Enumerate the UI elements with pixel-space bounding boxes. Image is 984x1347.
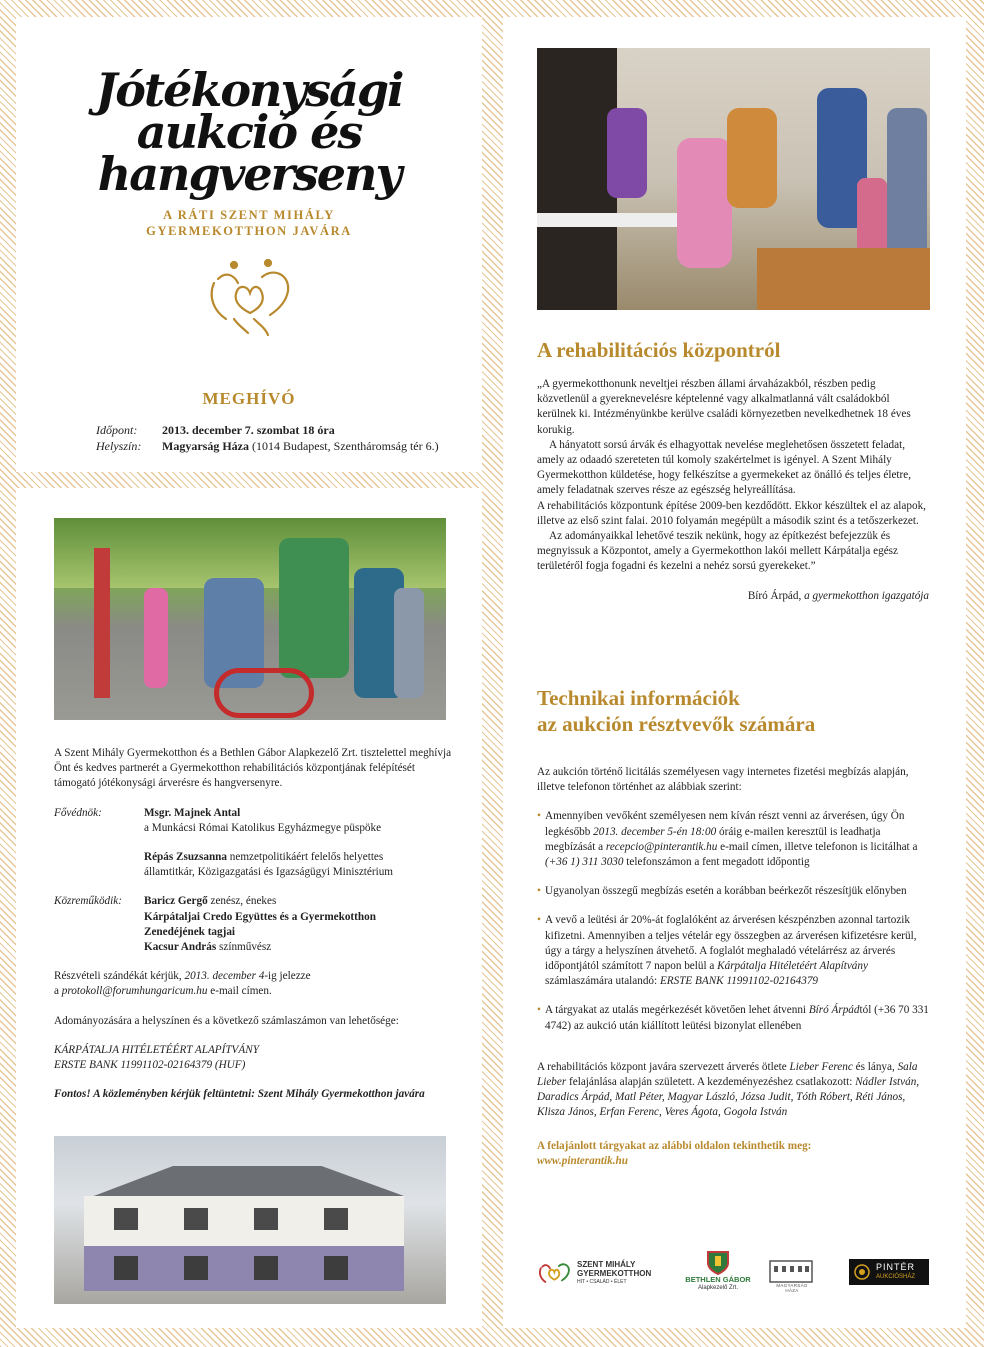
foundation-name: KÁRPÁTALJA HITÉLETÉÉRT ALAPÍTVÁNY (54, 1043, 259, 1056)
rehab-heading: A rehabilitációs központról (537, 338, 781, 362)
rehab-author: Bíró Árpád, a gyermekotthon igazgatója (747, 589, 929, 602)
rsvp-email-link[interactable]: protokoll@forumhungaricum.hu (61, 985, 208, 998)
patrons: Fővédnök: Msgr. Majnek Antal a Munkácsi Római Katolikus Egyházmegye püspöke Répás Zsuzsanna nemzetpolitikáért felelős helyettes államtitkár, Közigazgatási és Igazságügyi Minisztérium (54, 806, 394, 879)
page-title: Jótékonysági aukció és hangverseny (95, 63, 403, 201)
circle-emblem-icon (853, 1263, 871, 1281)
family-hearts-icon (537, 1255, 573, 1291)
subtitle: A RÁTI SZENT MIHÁLY GYERMEKOTTHON JAVÁRA (146, 208, 352, 238)
bank-account: ERSTE BANK 11991102-02164379 (HUF) (54, 1059, 246, 1072)
intro-text: A Szent Mihály Gyermekotthon és a Bethlen Gábor Alapkezelő Zrt. tisztelettel meghívja Önt és kedves partnerét a Gyermekotthon rehabilitációs központjának felépítését támogató jótékonysági árverésre és hangversenyre. (54, 747, 452, 790)
bullet-payment: • A vevő a leütési ár 20%-át foglalóként az árverésen készpénzben azonnal tartozik kifizetni. Amennyiben a teljes vételár egy összegben az árverésen kifizetésre kerül, úgy a tárgy a helyszínen átvehető. A foglalót meghaladó vételárrész az árverés időpontjától számított 7 napon belül a Kárpátalja Hitéletéért Alapítvány számlaszámára utalandó: ERSTE BANK 11991102-02164379 (537, 913, 929, 989)
rsvp-text: Részvételi szándékát kérjük, 2013. december 4-ig jelezze a protokoll@forumhungaricum.hu e-mail címen. (54, 970, 311, 998)
performers: Közreműködik: Baricz Gergő zenész, énekes Kárpátaljai Credo Együttes és a Gyermekotthon Zenedéjének tagjai Kacsur András színművész (54, 895, 376, 954)
left-panel (16, 488, 482, 1328)
bullet-proxy-bid: • Amennyiben vevőként személyesen nem kíván részt venni az árverésen, úgy Ön legkésőbb 2013. december 5-én 18:00 óráig e-mailen keresztül is leadhatja megbízását a recepcio@pinterantik.hu e-mail címen, illetve telefonon is licitálhat a (+36 1) 311 3030 telefonszámon a fent megadott időpontig (537, 809, 929, 870)
szent-mihaly-logo: SZENT MIHÁLY GYERMEKOTTHON HIT • CSALÁD • ÉLET (537, 1255, 652, 1295)
magyarsag-haza-logo: MAGYARSÁG HÁZA (769, 1257, 815, 1299)
tech-heading: Technikai információk az aukción résztvevők számára (537, 686, 816, 736)
shield-icon (707, 1251, 729, 1275)
children-outdoor-photo (54, 518, 446, 720)
pinter-aukcioshaz-logo: PINTÉR AUKCIÓSHÁZ (849, 1259, 929, 1285)
bethlen-gabor-logo: BETHLEN GÁBOR Alapkezelő Zrt. (683, 1251, 753, 1299)
bullet-priority: • Ugyanolyan összegű megbízás esetén a korábban beérkezőt részesítjük előnyben (537, 884, 929, 899)
offered-items: A felajánlott tárgyakat az alábbi oldalon tekinthetik meg: www.pinterantik.hu (537, 1139, 812, 1167)
idea-text: A rehabilitációs központ javára szervezett árverés ötlete Lieber Ferenc és lánya, Sala Lieber felajánlása alapján született. A kezdeményezéshez csatlakozott: Nádler István, Daradics Árpád, Matl Péter, Magyar László, Józsa Judit, Tóth Róbert, Réti János, Klisza János, Erfan Ferenc, Veres Ágota, Gogola István (537, 1060, 920, 1119)
important-note: Fontos! A közleményben kérjük feltüntetni: Szent Mihály Gyermekotthon javára (54, 1088, 425, 1101)
rehab-text: „A gyermekotthonunk neveltjei részben állami árvaházakból, részben pedig közvetlenül a gyereknevelésre képtelenné vagy alkalmatlanná vált családokból kerülnek ki. Intézményünkbe kerülve családi környezetben nevelkedhetnek 18 éves korukig. A hányatott sorsú árvák és elhagyottak nevelése meglehetősen összetett feladat, amely az odaadó szereteten túl komoly szakértelmet is igényel. A Szent Mihály Gyermekotthon küldetése, hogy felkészítse a gyermekeket az önálló és teljes életre, amely feladatnak szerves része az egészség helyreállítása. A rehabilitációs központunk építése 2009-ben kezdődött. Ekkor készültek el az alapok, illetve az első szint falai. 2010 folyamán megépült a második szint és a tetőszerkezet. Az adományaikkal lehetővé teszik nekünk, hogy az építkezést befejezzük és megnyissuk a Központot, amely a Gyermekotthon lakói mellett Kárpátalja egész területéről fogja fogadni és kezelni a nehéz sorsú gyerekeket.” Bíró Árpád, a gyermekotthon igazgatója (537, 377, 929, 604)
family-hearts-icon (204, 253, 299, 338)
bullet-pickup: • A tárgyakat az utalás megérkezését követően lehet átvenni Bíró Árpádtól (+36 70 331 4742) az aukció után kiállított leütési bizonylat ellenében (537, 1003, 929, 1033)
event-place: Helyszín: Magyarság Háza (1014 Budapest, Szentháromság tér 6.) (96, 439, 439, 453)
recepcio-email-link[interactable]: recepcio@pinterantik.hu (605, 840, 718, 853)
left-body (54, 746, 454, 1102)
invitation-heading: MEGHÍVÓ (202, 389, 296, 408)
children-piano-photo (537, 48, 930, 310)
header-panel (16, 17, 482, 472)
building-photo (54, 1136, 446, 1304)
pinterantik-link[interactable]: www.pinterantik.hu (537, 1154, 628, 1167)
building-icon (769, 1257, 813, 1283)
tech-text: Az aukción történő licitálás személyesen vagy internetes fizetési megbízás alapján, illetve telefonon történhet az alábbiak szerint: • Amennyiben vevőként személyesen nem kíván részt venni az árverésen, úgy Ön legkésőbb 2013. december 5-én 18:00 óráig e-mailen keresztül is leadhatja megbízását a recepcio@pinterantik.hu e-mail címen, illetve telefonon is licitálhat a (+36 1) 311 3030 telefonszámon a fent megadott időpontig • Ugyanolyan összegű megbízás esetén a korábban beérkezőt részesítjük előnyben • A vevő a leütési ár 20%-át foglalóként az árverésen készpénzben azonnal tartozik kifizetni. Amennyiben a teljes vételár egy összegben az árverésen kifizetésre kerül, úgy a tárgy a helyszínen átvehető. A foglalót meghaladó vételárrész az árverés időpontjától számított 7 napon belül a Kárpátalja Hitéletéért Alapítvány számlaszámára utalandó: ERSTE BANK 11991102-02164379 • A tárgyakat az utalás megérkezését követően lehet átvenni Bíró Árpádtól (+36 70 331 4742) az aukció után kiállított leütési bizonylat ellenében A rehabilitációs központ javára szervezett árverés ötlete Lieber Ferenc és lánya, Sala Lieber felajánlása alapján született. A kezdeményezéshez csatlakozott: Nádler István, Daradics Árpád, Matl Péter, Magyar László, Józsa Judit, Tóth Róbert, Réti János, Klisza János, Erfan Ferenc, Veres Ágota, Gogola István A felajánlott tárgyakat az alábbi oldalon tekinthetik meg: www.pinterantik.hu (537, 765, 929, 1169)
right-panel (503, 17, 966, 1328)
event-date: Időpont: 2013. december 7. szombat 18 óra (96, 423, 335, 437)
donation-text: Adományozására a helyszínen és a következő számlaszámon van lehetősége: (54, 1014, 399, 1027)
